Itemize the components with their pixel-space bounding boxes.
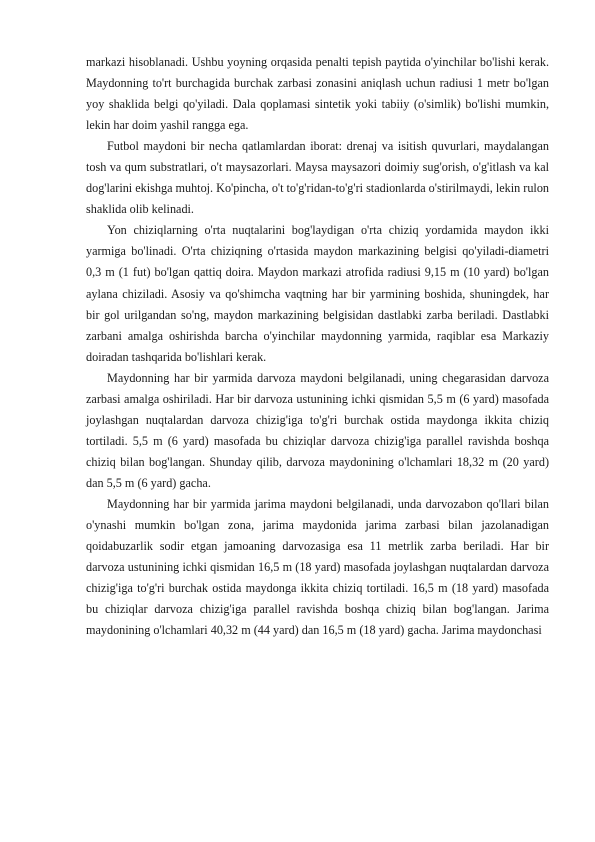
paragraph-2: Futbol maydoni bir necha qatlamlardan iborat: drenaj va isitish quvurlari, maydalangan tosh va qum substratlari, o't maysazorlari. Maysa maysazori doimiy sug'orish, o'g'itlash va kal dog'larini ekishga muhtoj. Ko'pincha, o't to'g'ridan-to'g'ri stadionlarda o'stirilmaydi, lekin rulon shaklida olib kelinadi.	[86, 139, 550, 217]
paragraph-4: Maydonning har bir yarmida darvoza maydoni belgilanadi, uning chegarasidan darvoza zarbasi amalga oshiriladi. Har bir darvoza ustunining ichki qismidan 5,5 m (6 yard) masofada joylashgan nuqtalardan darvoza chizig'iga to'g'ri burchak ostida maydonga ikkita chiziq tortiladi. 5,5 m (6 yard) masofada bu chiziqlar darvoza chizig'iga parallel ravishda boshqa chiziq bilan bog'langan. Shunday qilib, darvoza maydonining o'lchamlari 18,32 m (20 yard) dan 5,5 m (6 yard) gacha.	[86, 370, 549, 490]
document-body	[86, 52, 549, 641]
paragraph-5: Maydonning har bir yarmida jarima maydoni belgilanadi, unda darvozabon qo'llari bilan o'ynashi mumkin bo'lgan zona, jarima maydonida jarima zarbasi bilan jazolanadigan qoidabuzarlik sodir etgan jamoaning darvozasiga esa 11 metrlik zarba beriladi. Har bir darvoza ustunining ichki qismidan 16,5 m (18 yard) masofada joylashgan nuqtalardan darvoza chizig'iga to'g'ri burchak ostida maydonga ikkita chiziq tortiladi. 16,5 m (18 yard) masofada bu chiziqlar darvoza chizig'iga parallel ravishda boshqa chiziq bilan bog'langan. Jarima maydonining o'lchamlari 40,32 m (44 yard) dan 16,5 m (18 yard) gacha. Jarima maydonchasi	[86, 496, 549, 638]
paragraph-3: Yon chiziqlarning o'rta nuqtalarini bog'laydigan o'rta chiziq yordamida maydon ikki yarmiga bo'linadi. O'rta chiziqning o'rtasida maydon markazining belgisi qo'yiladi-diametri 0,3 m (1 fut) bo'lgan qattiq doira. Maydon markazi atrofida radiusi 9,15 m (10 yard) bo'lgan aylana chiziladi. Asosiy va qo'shimcha vaqtning har bir yarmining boshida, shuningdek, har bir gol urilgandan so'ng, maydon markazining belgisidan dastlabki zarba beriladi. Dastlabki zarbani amalga oshirishda barcha o'yinchilar maydonning yarmida, raqiblar esa Markaziy doiradan tashqarida bo'lishlari kerak.	[86, 223, 549, 364]
paragraph-1: markazi hisoblanadi. Ushbu yoyning orqasida penalti tepish paytida o'yinchilar bo'lishi kerak. Maydonning to'rt burchagida burchak zarbasi zonasini aniqlash uchun radiusi 1 metr bo'lgan yoy shaklida belgi qo'yiladi. Dala qoplamasi sintetik yoki tabiiy (o'simlik) bo'lishi mumkin, lekin har doim yashil rangga ega.	[86, 55, 549, 133]
